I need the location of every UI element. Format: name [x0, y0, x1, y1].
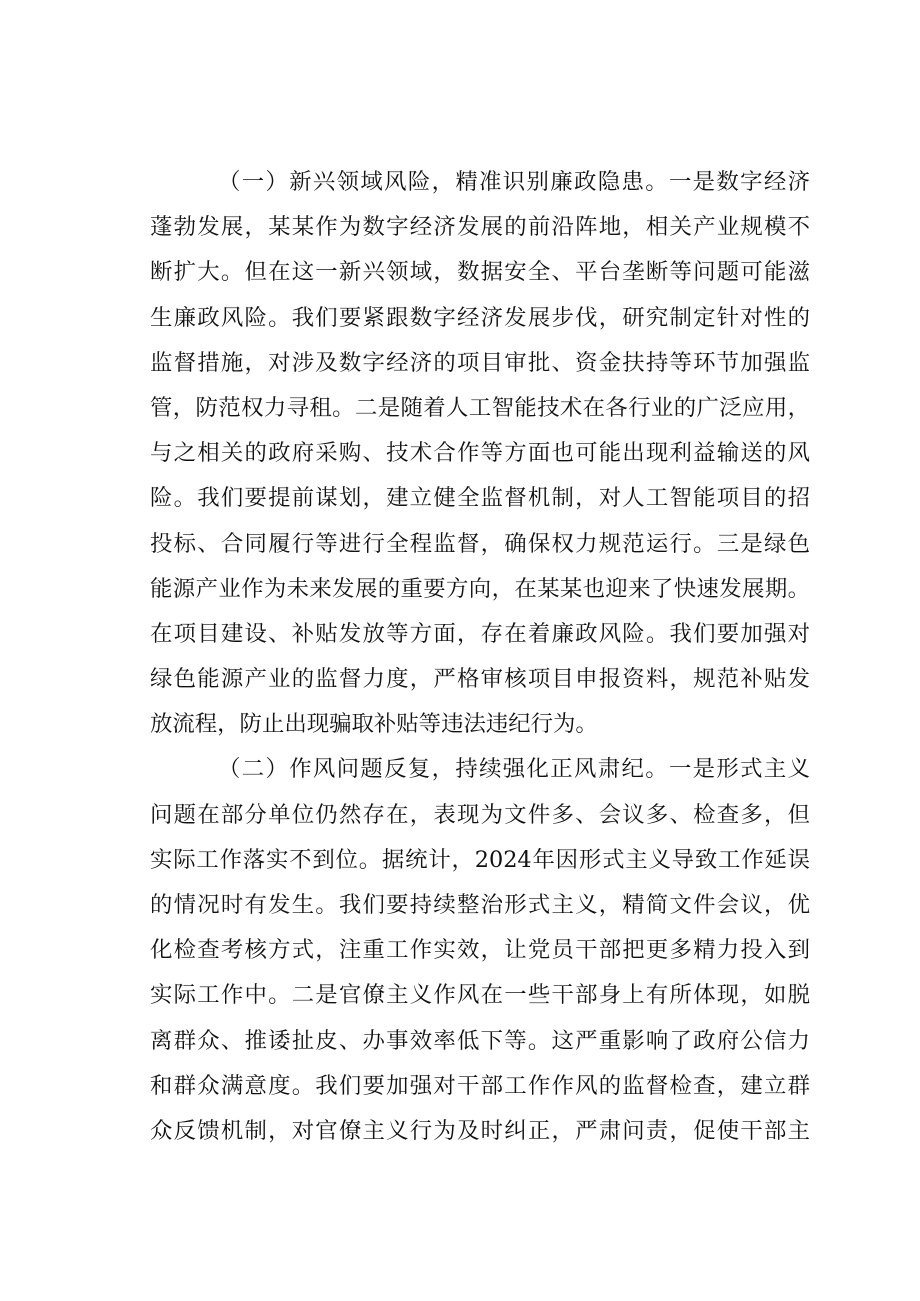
paragraph-1-line-7: 与之相关的政府采购、技术合作等方面也可能出现利益输送的风 [150, 440, 810, 467]
paragraph-1-line-6: 管，防范权力寻租。二是随着人工智能技术在各行业的广泛应用， [150, 394, 810, 421]
paragraph-2-line-6: 实际工作中。二是官僚主义作风在一些干部身上有所体现，如脱 [150, 982, 810, 1009]
paragraph-1-line-4: 生廉政风险。我们要紧跟数字经济发展步伐，研究制定针对性的 [150, 304, 810, 331]
paragraph-1-line-11: 在项目建设、补贴发放等方面，存在着廉政风险。我们要加强对 [150, 620, 810, 647]
paragraph-2-line-1: （二）作风问题反复，持续强化正风肃纪。一是形式主义 [218, 756, 810, 783]
document-body [150, 160, 810, 1154]
paragraph-1-line-1: （一）新兴领域风险，精准识别廉政隐患。一是数字经济 [218, 169, 810, 195]
paragraph-1-line-8: 险。我们要提前谋划，建立健全监督机制，对人工智能项目的招 [150, 485, 810, 512]
paragraph-1-line-12: 绿色能源产业的监督力度，严格审核项目申报资料，规范补贴发 [150, 666, 810, 693]
paragraph-1-line-9: 投标、合同履行等进行全程监督，确保权力规范运行。三是绿色 [150, 530, 810, 557]
paragraph-2-line-2: 问题在部分单位仍然存在，表现为文件多、会议多、检查多，但 [150, 801, 810, 828]
paragraph-2-line-4: 的情况时有发生。我们要持续整治形式主义，精简文件会议，优 [150, 892, 810, 918]
paragraph-2-line-8: 和群众满意度。我们要加强对干部工作作风的监督检查，建立群 [150, 1072, 810, 1099]
paragraph-2-line-3: 实际工作落实不到位。据统计，2024年因形式主义导致工作延误 [150, 846, 810, 873]
paragraph-1-line-5: 监督措施，对涉及数字经济的项目审批、资金扶持等环节加强监 [150, 349, 810, 376]
paragraph-1-line-13: 放流程，防止出现骗取补贴等违法违纪行为。 [150, 711, 598, 738]
paragraph-2-line-5: 化检查考核方式，注重工作实效，让党员干部把更多精力投入到 [150, 937, 810, 964]
paragraph-1-line-2: 蓬勃发展，某某作为数字经济发展的前沿阵地，相关产业规模不 [150, 214, 810, 241]
paragraph-2-line-7: 离群众、推诿扯皮、办事效率低下等。这严重影响了政府公信力 [150, 1027, 810, 1054]
paragraph-1-line-3: 断扩大。但在这一新兴领域，数据安全、平台垄断等问题可能滋 [150, 259, 810, 286]
paragraph-1-line-10: 能源产业作为未来发展的重要方向，在某某也迎来了快速发展期。 [150, 575, 810, 602]
paragraph-2-line-9: 众反馈机制，对官僚主义行为及时纠正，严肃问责，促使干部主 [150, 1117, 810, 1144]
